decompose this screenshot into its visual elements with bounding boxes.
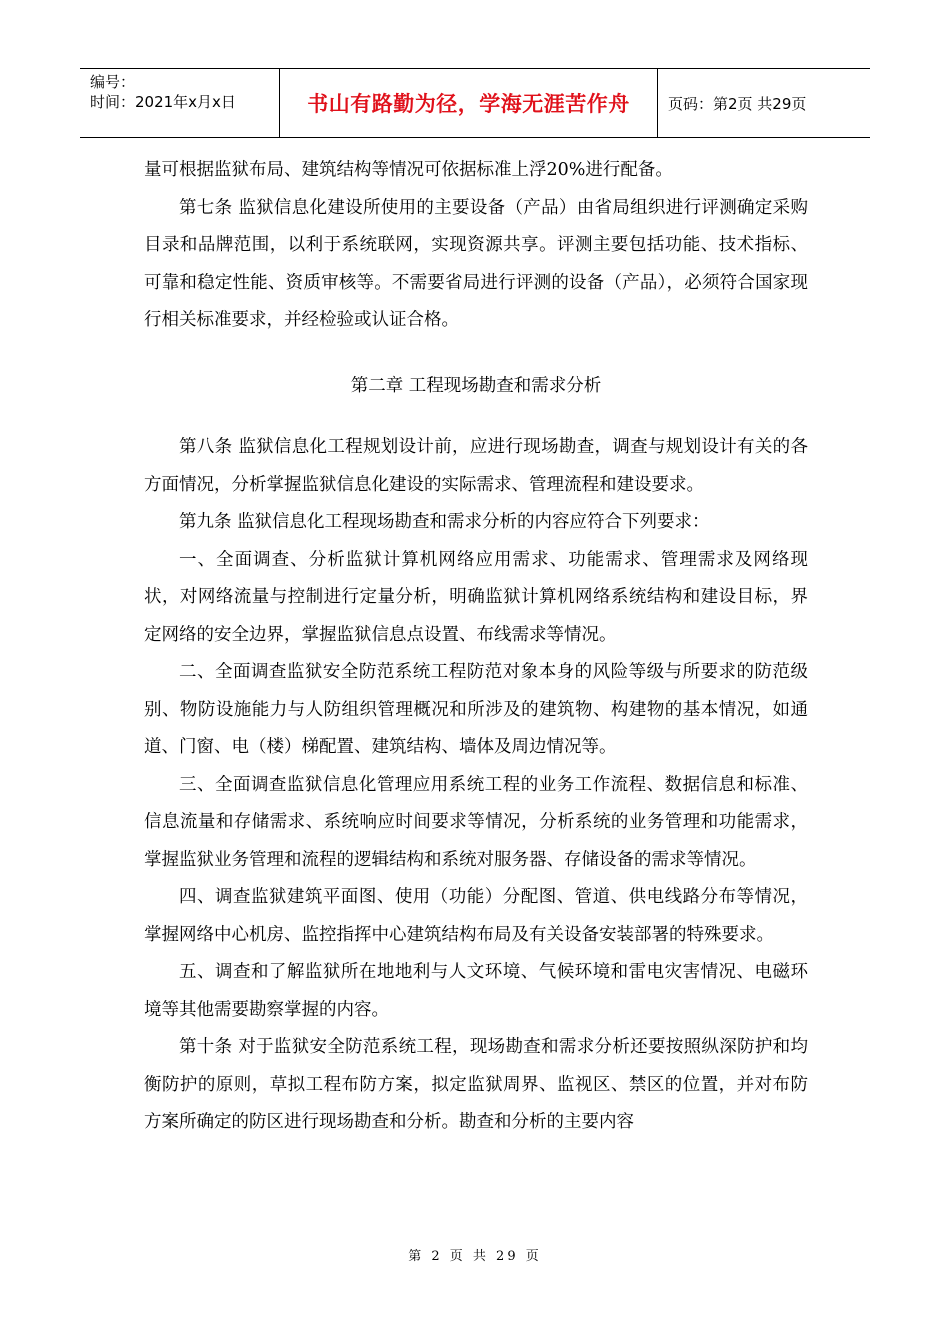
paragraph-item-4: 四、调查监狱建筑平面图、使用（功能）分配图、管道、供电线路分布等情况，掌握网络中心机房、监控指挥中心建筑结构布局及有关设备安装部署的特殊要求。 (144, 887, 808, 945)
document-number-label: 编号： (90, 73, 136, 91)
header-meta (80, 69, 280, 137)
page-footer: 第 2 页 共 29 页 (408, 1249, 542, 1264)
document-time: 时间：2021年x月x日 (90, 93, 236, 111)
header-page-info: 页码：第2页 共29页 (668, 94, 807, 113)
paragraph-item-2: 二、全面调查监狱安全防范系统工程防范对象本身的风险等级与所要求的防范级别、物防设施能力与人防组织管理概况和所涉及的建筑物、构建物的基本情况，如通道、门窗、电（楼）梯配置、建筑结构、墙体及周边情况等。 (144, 662, 808, 757)
document-body (144, 152, 808, 1142)
paragraph-item-1: 一、全面调查、分析监狱计算机网络应用需求、功能需求、管理需求及网络现状，对网络流量与控制进行定量分析，明确监狱计算机网络系统结构和建设目标，界定网络的安全边界，掌握监狱信息点设置、布线需求等情况。 (144, 549, 808, 645)
paragraph-article-7: 第七条 监狱信息化建设所使用的主要设备（产品）由省局组织进行评测确定采购目录和品牌范围，以利于系统联网，实现资源共享。评测主要包括功能、技术指标、可靠和稳定性能、资质审核等。不需要省局进行评测的设备（产品），必须符合国家现行相关标准要求，并经检验或认证合格。 (144, 197, 808, 330)
header-motto: 书山有路勤为径，学海无涯苦作舟 (280, 69, 658, 137)
paragraph-item-5: 五、调查和了解监狱所在地地利与人文环境、气候环境和雷电灾害情况、电磁环境等其他需要勘察掌握的内容。 (144, 962, 808, 1020)
page-header (80, 68, 870, 138)
paragraph: 量可根据监狱布局、建筑结构等情况可依据标准上浮20%进行配备。 (144, 160, 673, 180)
paragraph-article-10: 第十条 对于监狱安全防范系统工程，现场勘查和需求分析还要按照纵深防护和均衡防护的原则，草拟工程布防方案，拟定监狱周界、监视区、禁区的位置，并对布防方案所确定的防区进行现场勘查和分析。勘查和分析的主要内容 (144, 1037, 808, 1132)
paragraph-item-3: 三、全面调查监狱信息化管理应用系统工程的业务工作流程、数据信息和标准、信息流量和存储需求、系统响应时间要求等情况，分析系统的业务管理和功能需求，掌握监狱业务管理和流程的逻辑结构和系统对服务器、存储设备的需求等情况。 (144, 774, 808, 870)
paragraph-article-8: 第八条 监狱信息化工程规划设计前，应进行现场勘查，调查与规划设计有关的各方面情况，分析掌握监狱信息化建设的实际需求、管理流程和建设要求。 (144, 437, 808, 495)
chapter-title: 第二章 工程现场勘查和需求分析 (350, 375, 602, 396)
paragraph-article-9: 第九条 监狱信息化工程现场勘查和需求分析的内容应符合下列要求： (179, 512, 710, 532)
